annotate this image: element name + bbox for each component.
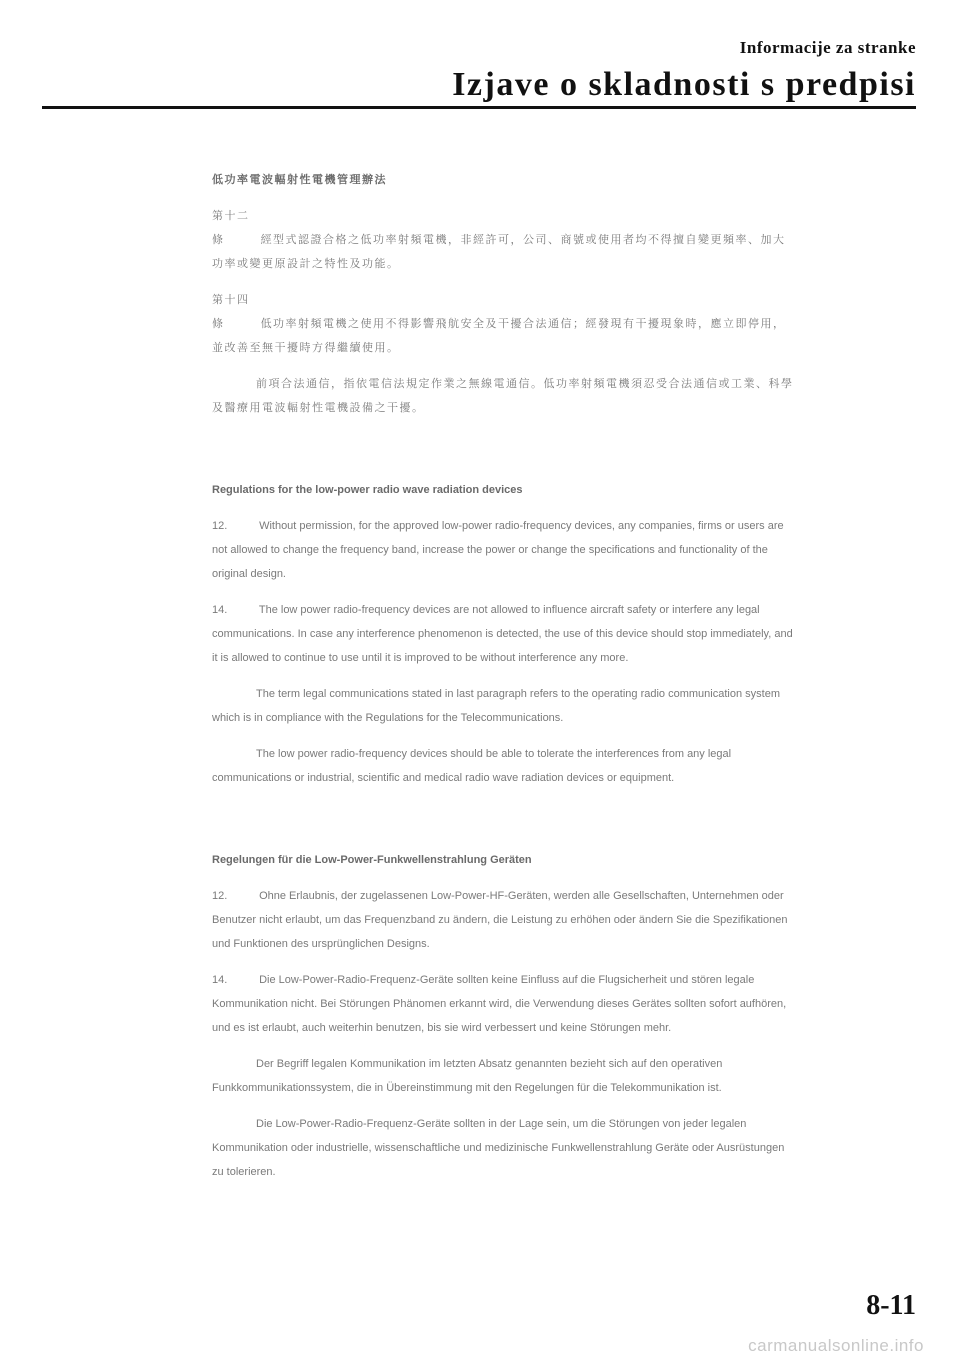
header-divider — [42, 106, 916, 109]
article-text: Die Low-Power-Radio-Frequenz-Geräte sollten keine Einfluss auf die Flugsicherheit und stören legale Kommunikation nicht. Bei Störungen Phänomen erkannt wird, die Verwendung dieses Gerätes sollten sofort aufhören, und es ist erlaubt, auch weiterhin benutzen, bis sie wird verbessert und keine Störungen mehr. — [212, 974, 787, 1034]
chinese-article-14-continued: 前項合法通信，指依電信法規定作業之無線電通信。低功率射頻電機須忍受合法通信或工業、科學及醫療用電波輻射性電機設備之干擾。 — [212, 378, 794, 414]
article-text: 經型式認證合格之低功率射頻電機，非經許可，公司、商號或使用者均不得擅自變更頻率、加大功率或變更原設計之特性及功能。 — [212, 234, 786, 270]
german-article-14-legal-term: Der Begriff legalen Kommunikation im letzten Absatz genannten bezieht sich auf den operativen Funkkommunikationssystem, die in Übereinstimmung mit den Regelungen für die Telekommunikation ist. — [212, 1058, 723, 1094]
section-label: Informacije za stranke — [739, 38, 916, 57]
german-article-14-tolerance: Die Low-Power-Radio-Frequenz-Geräte sollten in der Lage sein, um die Störungen von jeder legalen Kommunikation oder industrielle, wissenschaftliche und medizinische Funkwellenstrahlung Geräte oder Ausrüstungen zu tolerieren. — [212, 1118, 785, 1178]
page-title: Izjave o skladnosti s predpisi — [452, 66, 916, 103]
german-heading: Regelungen für die Low-Power-Funkwellenstrahlung Geräten — [212, 854, 532, 866]
chinese-section — [212, 168, 798, 420]
english-article-14-tolerance: The low power radio-frequency devices should be able to tolerate the interferences from any legal communications or industrial, scientific and medical radio wave radiation devices or equipment. — [212, 748, 732, 784]
english-article-12 — [212, 514, 798, 586]
article-number: 12. — [212, 890, 228, 902]
chinese-heading: 低功率電波輻射性電機管理辦法 — [212, 174, 387, 186]
english-article-14-legal-term: The term legal communications stated in last paragraph refers to the operating radio communication system which is in compliance with the Regulations for the Telecommunications. — [212, 688, 780, 724]
english-article-14 — [212, 598, 798, 670]
german-section — [212, 848, 798, 1184]
english-section — [212, 478, 798, 790]
article-text: Ohne Erlaubnis, der zugelassenen Low-Power-HF-Geräten, werden alle Gesellschaften, Unternehmen oder Benutzer nicht erlaubt, um das Frequenzband zu ändern, die Leistung zu erhöhen oder ändern Sie die Spezifikationen und Funktionen des ursprünglichen Designs. — [212, 890, 788, 950]
article-number: 第十四條 — [212, 294, 250, 330]
article-text: 低功率射頻電機之使用不得影響飛航安全及干擾合法通信；經發現有干擾現象時，應立即停用，並改善至無干擾時方得繼續使用。 — [212, 318, 786, 354]
chinese-article-14 — [212, 288, 798, 360]
german-article-12 — [212, 884, 798, 956]
english-heading: Regulations for the low-power radio wave radiation devices — [212, 484, 523, 496]
article-number: 12. — [212, 520, 228, 532]
article-text: Without permission, for the approved low-power radio-frequency devices, any companies, firms or users are not allowed to change the frequency band, increase the power or change the specifications and functionality of the original design. — [212, 520, 784, 580]
article-text: The low power radio-frequency devices are not allowed to influence aircraft safety or interfere any legal communications. In case any interference phenomenon is detected, the use of this device should stop immediately, and it is allowed to continue to use until it is improved to be without interference any more. — [212, 604, 793, 664]
article-number: 14. — [212, 604, 228, 616]
german-article-14 — [212, 968, 798, 1040]
page-header — [452, 38, 916, 104]
article-number: 第十二條 — [212, 210, 250, 246]
chinese-article-12 — [212, 204, 798, 276]
site-watermark: carmanualsonline.info — [748, 1336, 924, 1355]
article-number: 14. — [212, 974, 228, 986]
page-number: 8-11 — [866, 1290, 916, 1321]
scanned-document-image — [212, 168, 798, 1202]
